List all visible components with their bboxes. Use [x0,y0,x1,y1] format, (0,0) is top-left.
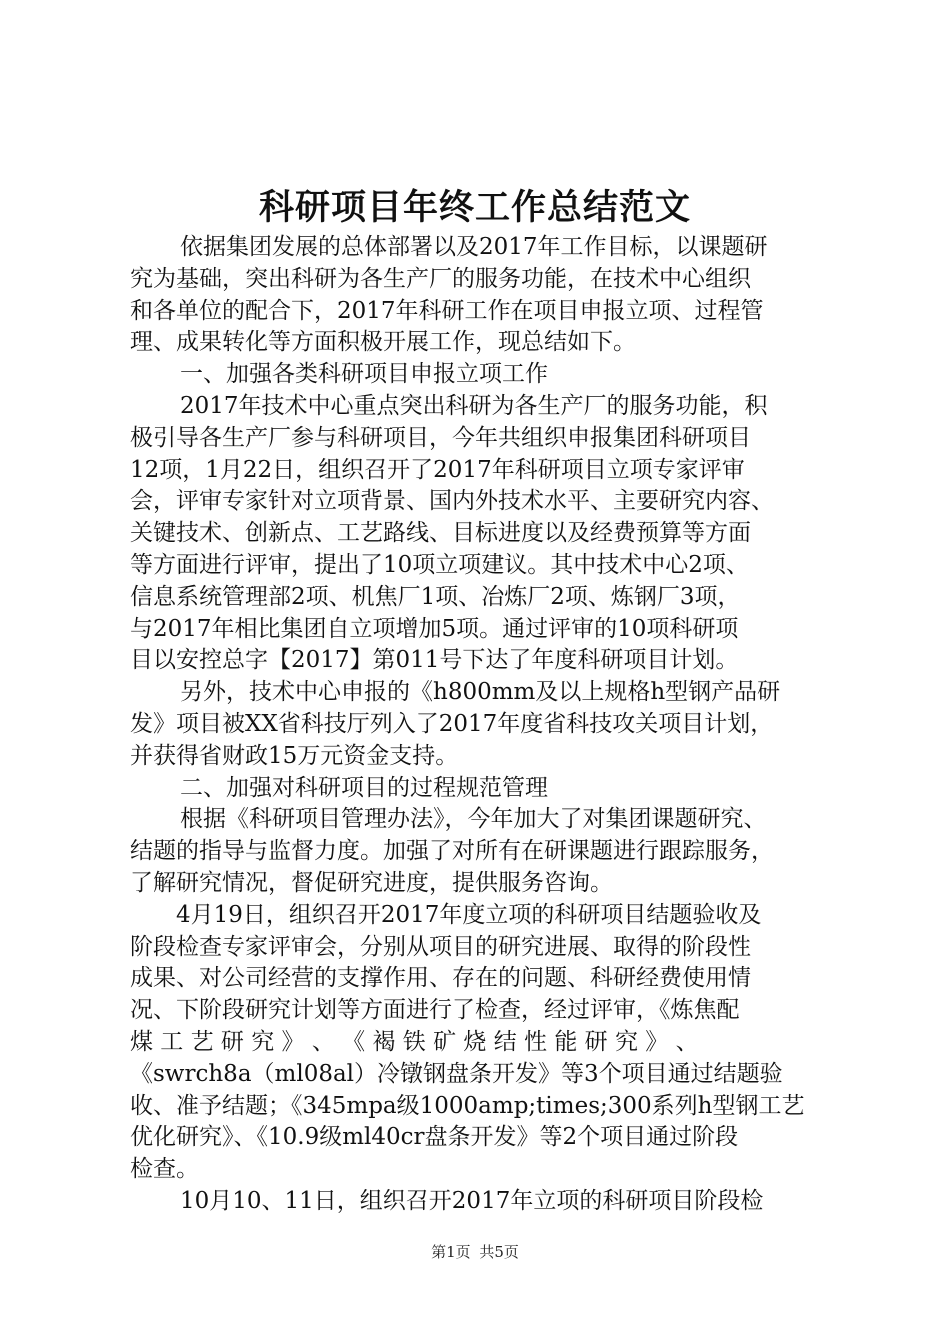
body-line: 理、成果转化等方面积极开展工作，现总结如下。 [130,329,636,356]
body-line: 等方面进行评审，提出了10项立项建议。其中技术中心2项、 [130,551,749,578]
body-line: 关键技术、创新点、工艺路线、目标进度以及经费预算等方面 [130,520,751,547]
body-line: 收、准予结题；《345mpa级1000amp;times;300系列h型钢工艺 [130,1092,805,1119]
body-line: 《swrch8a（ml08al）冷镦钢盘条开发》等3个项目通过结题验 [130,1060,783,1087]
body-line: 检查。 [130,1156,199,1183]
body-line: 信息系统管理部2项、机焦厂1项、冶炼厂2项、炼钢厂3项， [130,583,741,610]
body-line: 成果、对公司经营的支撑作用、存在的问题、科研经费使用情 [130,965,751,992]
body-line: 12项，1月22日，组织召开了2017年科研项目立项专家评审 [130,456,745,483]
page-number: 第1页 [431,1243,471,1261]
body-line: 优化研究》、《10.9级ml40cr盘条开发》等2个项目通过阶段 [130,1124,739,1151]
body-line: 目以安控总字【2017】第011号下达了年度科研项目计划。 [130,647,739,674]
document-title: 科研项目年终工作总结范文 [258,187,691,228]
body-line: 根据《科研项目管理办法》，今年加大了对集团课题研究、 [180,806,767,833]
body-line: 极引导各生产厂参与科研项目，今年共组织申报集团科研项目 [130,424,751,451]
body-line: 2017年技术中心重点突出科研为各生产厂的服务功能，积 [180,392,768,419]
page-total: 共5页 [479,1243,519,1261]
section-heading: 一、加强各类科研项目申报立项工作 [180,361,548,388]
body-line: 依据集团发展的总体部署以及2017年工作目标，以课题研 [180,234,768,260]
document-body [130,232,830,1218]
body-line: 阶段检查专家评审会，分别从项目的研究进展、取得的阶段性 [130,933,751,960]
body-line: 和各单位的配合下，2017年科研工作在项目申报立项、过程管 [130,297,764,324]
body-line: 并获得省财政15万元资金支持。 [130,742,459,769]
body-line: 10月10、11日，组织召开2017年立项的科研项目阶段检 [180,1187,764,1214]
body-line: 会，评审专家针对立项背景、国内外技术水平、主要研究内容、 [130,488,774,515]
section-heading: 二、加强对科研项目的过程规范管理 [180,774,548,801]
body-line: 结题的指导与监督力度。加强了对所有在研课题进行跟踪服务， [130,838,774,865]
body-line: 况、下阶段研究计划等方面进行了检查，经过评审，《炼焦配 [130,997,740,1024]
body-line: 与2017年相比集团自立项增加5项。通过评审的10项科研项 [130,615,739,642]
page-footer [0,1240,950,1264]
body-line: 4月19日，组织召开2017年度立项的科研项目结题验收及 [176,901,762,928]
body-line: 煤 工 艺 研 究 》 、 《 褐 铁 矿 烧 结 性 能 研 究 》 、 [130,1028,699,1055]
body-line: 究为基础，突出科研为各生产厂的服务功能，在技术中心组织 [130,265,751,292]
body-line: 发》项目被XX省科技厅列入了2017年度省科技攻关项目计划， [130,710,774,737]
body-line: 另外，技术中心申报的《h800mm及以上规格h型钢产品研 [180,679,781,706]
body-line: 了解研究情况，督促研究进度，提供服务咨询。 [130,869,613,896]
